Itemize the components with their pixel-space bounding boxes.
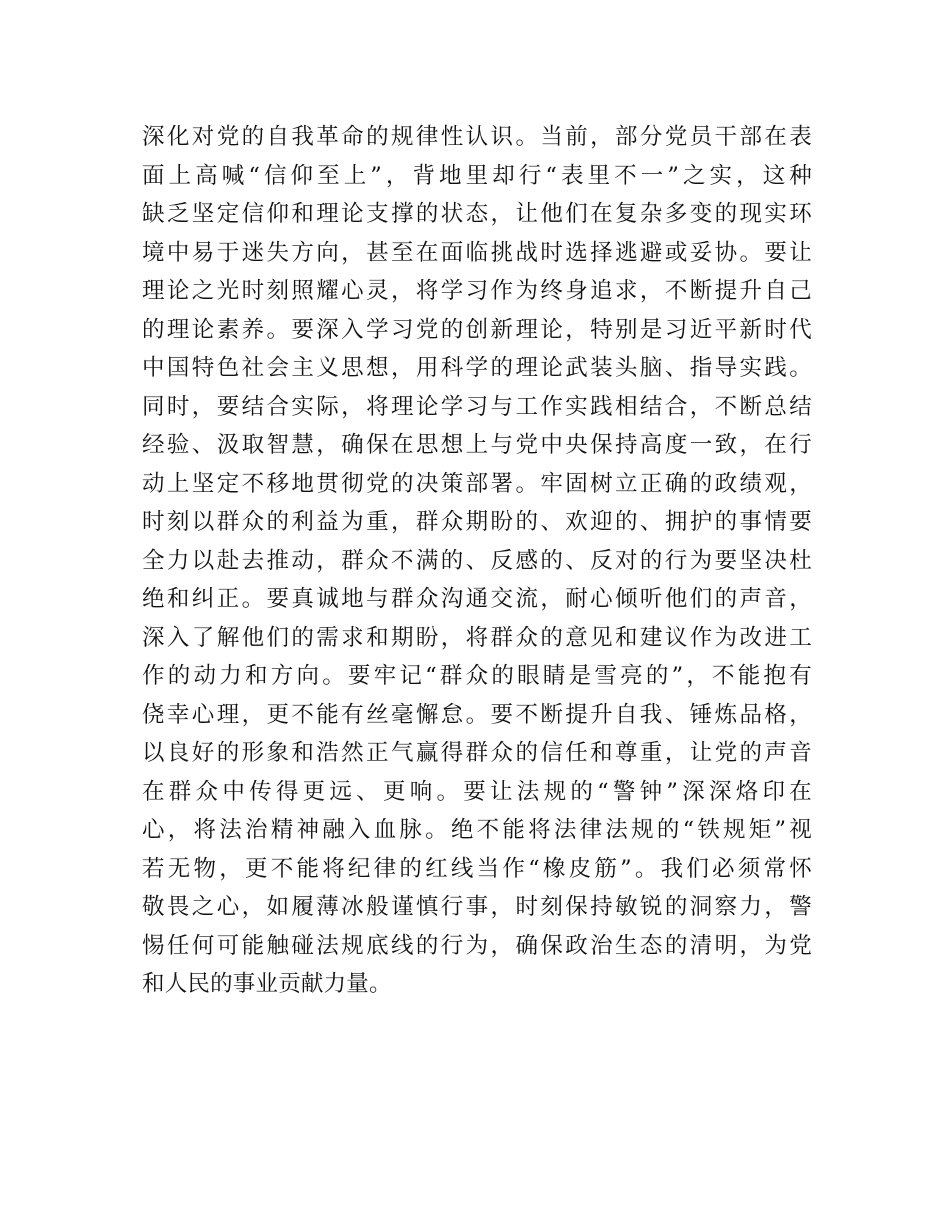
text-line: 深入了解他们的需求和期盼，将群众的意见和建议作为改进工 <box>142 624 812 651</box>
text-line: 同时，要结合实际，将理论学习与工作实践相结合，不断总结 <box>142 393 812 420</box>
text-line: 经验、汲取智慧，确保在思想上与党中央保持高度一致，在行 <box>142 432 812 458</box>
text-line: 敬畏之心，如履薄冰般谨慎行事，时刻保持敏锐的洞察力，警 <box>142 894 812 920</box>
text-line: 绝和纠正。要真诚地与群众沟通交流，耐心倾听他们的声音， <box>142 586 812 612</box>
text-line: 理论之光时刻照耀心灵，将学习作为终身追求，不断提升自己 <box>142 278 812 304</box>
text-line: 中国特色社会主义思想，用科学的理论武装头脑、指导实践。 <box>142 355 812 381</box>
text-line: 作的动力和方向。要牢记“群众的眼睛是雪亮的”，不能抱有 <box>142 663 812 689</box>
text-line: 侥幸心理，更不能有丝毫懈怠。要不断提升自我、锤炼品格， <box>142 701 812 728</box>
text-line: 境中易于迷失方向，甚至在面临挑战时选择逃避或妥协。要让 <box>142 239 812 266</box>
text-line: 以良好的形象和浩然正气赢得群众的信任和尊重，让党的声音 <box>142 740 812 766</box>
text-line: 时刻以群众的利益为重，群众期盼的、欢迎的、拥护的事情要 <box>142 509 812 535</box>
text-line: 心，将法治精神融入血脉。绝不能将法律法规的“铁规矩”视 <box>142 817 812 843</box>
body-text <box>142 118 812 1004</box>
text-line: 缺乏坚定信仰和理论支撑的状态，让他们在复杂多变的现实环 <box>142 201 812 227</box>
text-line: 面上高喊“信仰至上”，背地里却行“表里不一”之实，这种 <box>142 162 812 189</box>
text-line: 全力以赴去推动，群众不满的、反感的、反对的行为要坚决杜 <box>142 547 812 574</box>
text-line: 动上坚定不移地贯彻党的决策部署。牢固树立正确的政绩观， <box>142 470 812 497</box>
text-line: 和人民的事业贡献力量。 <box>142 971 392 997</box>
text-line: 深化对党的自我革命的规律性认识。当前，部分党员干部在表 <box>142 124 812 150</box>
text-line: 若无物，更不能将纪律的红线当作“橡皮筋”。我们必须常怀 <box>142 855 812 882</box>
text-line: 的理论素养。要深入学习党的创新理论，特别是习近平新时代 <box>142 316 812 343</box>
text-line: 惕任何可能触碰法规底线的行为，确保政治生态的清明，为党 <box>142 932 812 959</box>
text-line: 在群众中传得更远、更响。要让法规的“警钟”深深烙印在 <box>142 778 812 805</box>
